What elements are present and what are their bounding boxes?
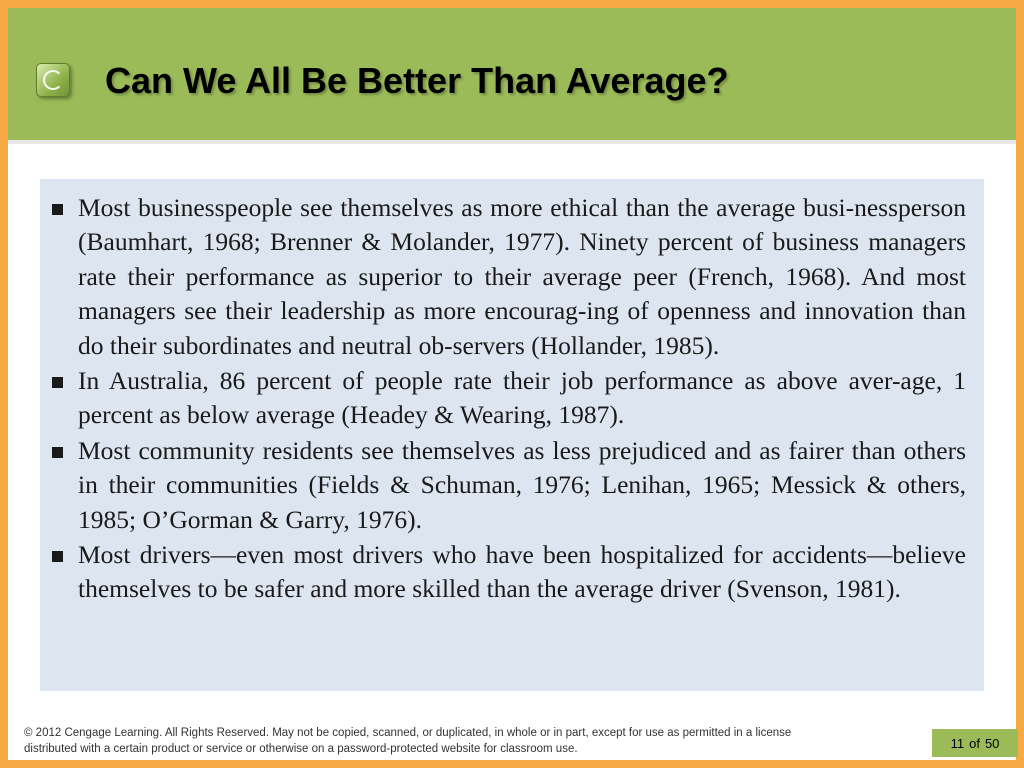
copyright-notice: © 2012 Cengage Learning. All Rights Reserved. May not be copied, scanned, or duplicated, in whole or in part, except for use as permitted in a license distributed with a certain product or service or otherwise on a password-protected website for classroom use. bbox=[24, 727, 792, 755]
bullet-item bbox=[48, 191, 966, 363]
ring-icon bbox=[43, 70, 63, 90]
slide-title: Can We All Be Better Than Average? bbox=[105, 60, 729, 101]
page-current: 11 bbox=[950, 735, 965, 751]
bullet-text: Most businesspeople see themselves as more ethical than the average busi-nessperson (Baumhart, 1968; Brenner & Molander, 1977). Ninety percent of business managers rate their performance as superior to their average peer (French, 1968). And most managers see their leadership as more encourag-ing of openness and innovation than do their subordinates and neutral ob-servers (Hollander, 1985). bbox=[78, 193, 966, 360]
bullet-text: In Australia, 86 percent of people rate their job performance as above aver-age, 1 percent as below average (Headey & Wearing, 1987). bbox=[78, 366, 966, 430]
square-bullet-icon bbox=[52, 377, 63, 388]
bullet-item bbox=[48, 538, 966, 607]
bullet-item bbox=[48, 434, 966, 537]
scanned-text-block bbox=[40, 179, 984, 691]
title-bullet-icon bbox=[36, 63, 70, 97]
square-bullet-icon bbox=[52, 551, 63, 562]
bullet-item bbox=[48, 364, 966, 433]
page-of-label: of bbox=[969, 735, 980, 751]
page-indicator bbox=[932, 729, 1018, 757]
square-bullet-icon bbox=[52, 204, 63, 215]
bullet-text: Most drivers—even most drivers who have been hospitalized for accidents—believe themselves to be safer and more skilled than the average driver (Svenson, 1981). bbox=[78, 540, 966, 604]
square-bullet-icon bbox=[52, 447, 63, 458]
page-total: 50 bbox=[984, 735, 1000, 751]
bullet-text: Most community residents see themselves as less prejudiced and as fairer than others in their communities (Fields & Schuman, 1976; Lenihan, 1965; Messick & others, 1985; O’Gorman & Garry, 1976). bbox=[78, 435, 966, 534]
